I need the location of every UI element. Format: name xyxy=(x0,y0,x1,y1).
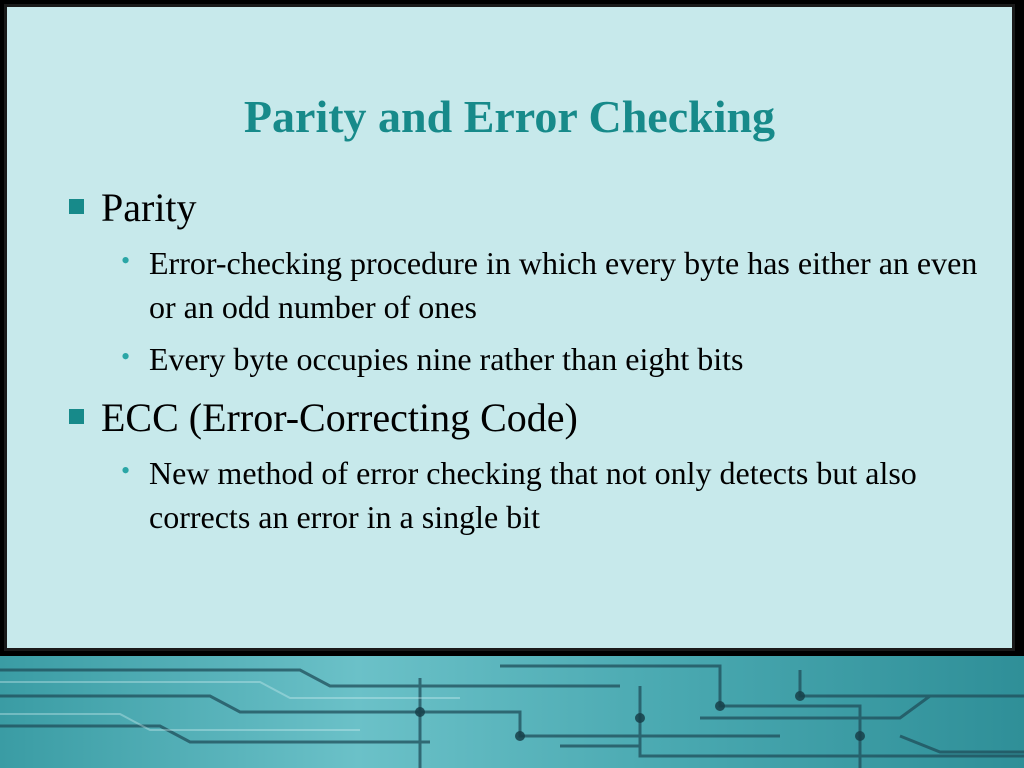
sub-bullet-list xyxy=(101,241,997,381)
bullet-label: ECC (Error-Correcting Code) xyxy=(101,395,578,440)
square-bullet-icon xyxy=(69,409,84,424)
sub-bullet-list xyxy=(101,451,997,539)
sub-bullet-text: Every byte occupies nine rather than eight bits xyxy=(149,341,744,377)
bullet-parity xyxy=(67,185,997,381)
dot-bullet-icon: • xyxy=(121,246,131,275)
sub-bullet xyxy=(101,337,997,381)
slide-panel xyxy=(4,4,1015,651)
bullet-list xyxy=(67,185,997,547)
dot-bullet-icon: • xyxy=(121,342,131,371)
sub-bullet-text: New method of error checking that not only detects but also corrects an error in a single bit xyxy=(149,455,917,535)
square-bullet-icon xyxy=(69,199,84,214)
sub-bullet xyxy=(101,451,997,539)
circuit-pattern-icon xyxy=(0,656,1024,768)
sub-bullet-text: Error-checking procedure in which every byte has either an even or an odd number of ones xyxy=(149,245,978,325)
bullet-ecc xyxy=(67,395,997,539)
dot-bullet-icon: • xyxy=(121,456,131,485)
slide-title: Parity and Error Checking xyxy=(243,91,776,142)
bullet-label: Parity xyxy=(101,185,197,230)
sub-bullet xyxy=(101,241,997,329)
footer-band xyxy=(0,656,1024,768)
